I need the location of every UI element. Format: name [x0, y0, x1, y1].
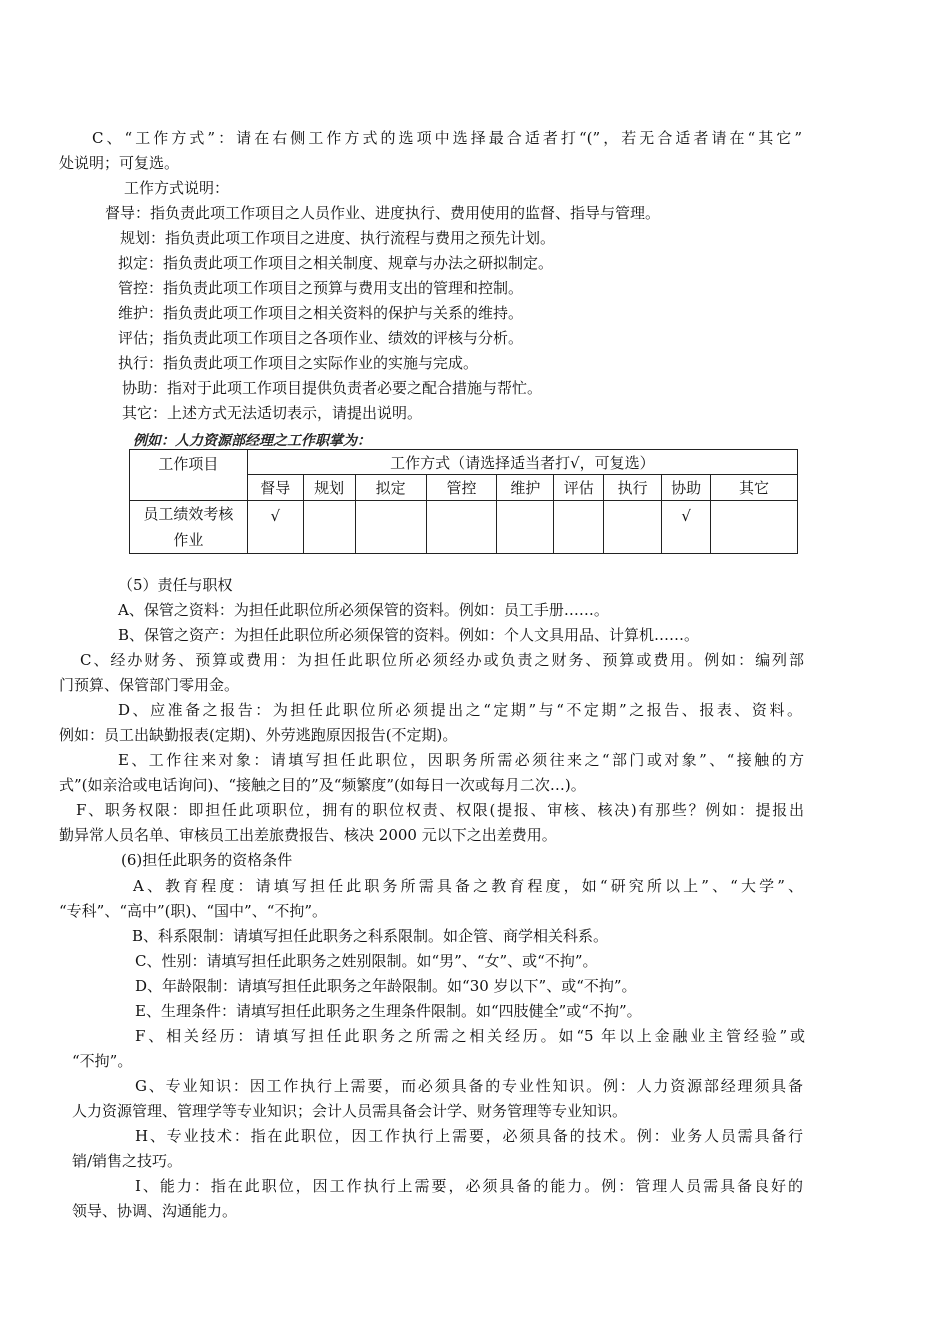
method-evaluate: 评估；指负责此项工作项目之各项作业、绩效的评核与分析。 [118, 329, 524, 347]
mark-assist: √ [662, 501, 711, 554]
col-draft: 拟定 [355, 475, 426, 501]
section6-d: D、年龄限制：请填写担任此职务之年龄限制。如“30 岁以下”、或“不拘”。 [135, 977, 637, 995]
mark-plan [303, 501, 355, 554]
row-item-line2: 作业 [173, 531, 204, 549]
section5-title: （5）责任与职权 [118, 576, 233, 594]
section5-c-line1: C、经办财务、预算或费用：为担任此职位所必须经办或负责之财务、预算或费用。例如：编列部 [80, 651, 804, 669]
mark-evaluate [554, 501, 604, 554]
section6-a-line1: A、教育程度：请填写担任此职务所需具备之教育程度，如“研究所以上”、“大学”、 [133, 877, 803, 895]
section5-b: B、保管之资产：为担任此职位所必须保管的资料。例如：个人文具用品、计算机……。 [118, 626, 700, 644]
section5-d-line2: 例如：员工出缺勤报表(定期)、外劳逃跑原因报告(不定期)。 [59, 726, 458, 744]
section6-i-line1: I、能力：指在此职位，因工作执行上需要，必须具备的能力。例：管理人员需具备良好的 [135, 1177, 803, 1195]
header-work-method: 工作方式（请选择适当者打√，可复选） [247, 450, 797, 475]
col-other: 其它 [711, 475, 798, 501]
section6-f-line2: “不拘”。 [72, 1052, 133, 1070]
mark-other [711, 501, 798, 554]
section-c-line1: C、“工作方式”：请在右侧工作方式的选项中选择最合适者打“(”，若无合适者请在“其它” [92, 129, 802, 147]
section5-f-line2: 勤异常人员名单、审核员工出差旅费报告、核决 2000 元以下之出差费用。 [59, 826, 557, 844]
col-control: 管控 [426, 475, 497, 501]
section6-title: (6)担任此职务的资格条件 [121, 851, 293, 869]
example-table [129, 449, 798, 554]
section5-a: A、保管之资料：为担任此职位所必须保管的资料。例如：员工手册……。 [118, 601, 609, 619]
section-c-line2: 处说明；可复选。 [59, 154, 180, 172]
section5-e-line2: 式”(如亲洽或电话询问)、“接触之目的”及“频繁度”(如每日一次或每月二次…)。 [59, 776, 586, 794]
method-execute: 执行：指负责此项工作项目之实际作业的实施与完成。 [118, 354, 479, 372]
mark-maintain [497, 501, 554, 554]
col-execute: 执行 [604, 475, 662, 501]
col-plan: 规划 [303, 475, 355, 501]
section6-f-line1: F、相关经历：请填写担任此职务之所需之相关经历。如“5 年以上金融业主管经验”或 [135, 1027, 805, 1045]
mark-draft [355, 501, 426, 554]
method-draft: 拟定：指负责此项工作项目之相关制度、规章与办法之研拟制定。 [118, 254, 554, 272]
row-item [130, 501, 248, 554]
section6-h-line1: H、专业技术：指在此职位，因工作执行上需要，必须具备的技术。例：业务人员需具备行 [135, 1127, 803, 1145]
section6-g-line2: 人力资源管理、管理学等专业知识；会计人员需具备会计学、财务管理等专业知识。 [72, 1102, 628, 1120]
header-work-item: 工作项目 [130, 450, 248, 501]
section6-h-line2: 销/销售之技巧。 [72, 1152, 183, 1170]
section6-e: E、生理条件：请填写担任此职务之生理条件限制。如“四肢健全”或“不拘”。 [135, 1002, 642, 1020]
row-item-line1: 员工绩效考核 [143, 505, 234, 523]
mark-supervise: √ [247, 501, 303, 554]
method-maintain: 维护：指负责此项工作项目之相关资料的保护与关系的维持。 [118, 304, 524, 322]
section5-c-line2: 门预算、保管部门零用金。 [59, 676, 240, 694]
methods-title: 工作方式说明： [124, 179, 230, 197]
section5-d-line1: D、应准备之报告：为担任此职位所必须提出之“定期”与“不定期”之报告、报表、资料。 [118, 701, 802, 719]
col-evaluate: 评估 [554, 475, 604, 501]
method-supervise: 督导：指负责此项工作项目之人员作业、进度执行、费用使用的监督、指导与管理。 [105, 204, 661, 222]
section6-g-line1: G、专业知识：因工作执行上需要，而必须具备的专业性知识。例：人力资源部经理须具备 [135, 1077, 803, 1095]
mark-control [426, 501, 497, 554]
method-control: 管控：指负责此项工作项目之预算与费用支出的管理和控制。 [118, 279, 524, 297]
section5-f-line1: F、职务权限：即担任此项职位，拥有的职位权责、权限(提报、审核、核决)有那些？例如：提报出 [76, 801, 804, 819]
section6-c: C、性别：请填写担任此职务之姓别限制。如“男”、“女”、或“不拘”。 [135, 952, 598, 970]
method-assist: 协助：指对于此项工作项目提供负责者必要之配合措施与帮忙。 [122, 379, 543, 397]
mark-execute [604, 501, 662, 554]
section6-i-line2: 领导、协调、沟通能力。 [72, 1202, 238, 1220]
section6-b: B、科系限制：请填写担任此职务之科系限制。如企管、商学相关科系。 [132, 927, 609, 945]
example-caption: 例如：人力资源部经理之工作职掌为： [133, 433, 371, 449]
col-assist: 协助 [662, 475, 711, 501]
col-maintain: 维护 [497, 475, 554, 501]
method-plan: 规划：指负责此项工作项目之进度、执行流程与费用之预先计划。 [120, 229, 556, 247]
method-other: 其它：上述方式无法适切表示，请提出说明。 [122, 404, 423, 422]
section6-a-line2: “专科”、“高中”(职)、“国中”、“不拘”。 [59, 902, 328, 920]
section5-e-line1: E、工作往来对象：请填写担任此职位，因职务所需必须往来之“部门或对象”、“接触的方 [118, 751, 804, 769]
col-supervise: 督导 [247, 475, 303, 501]
